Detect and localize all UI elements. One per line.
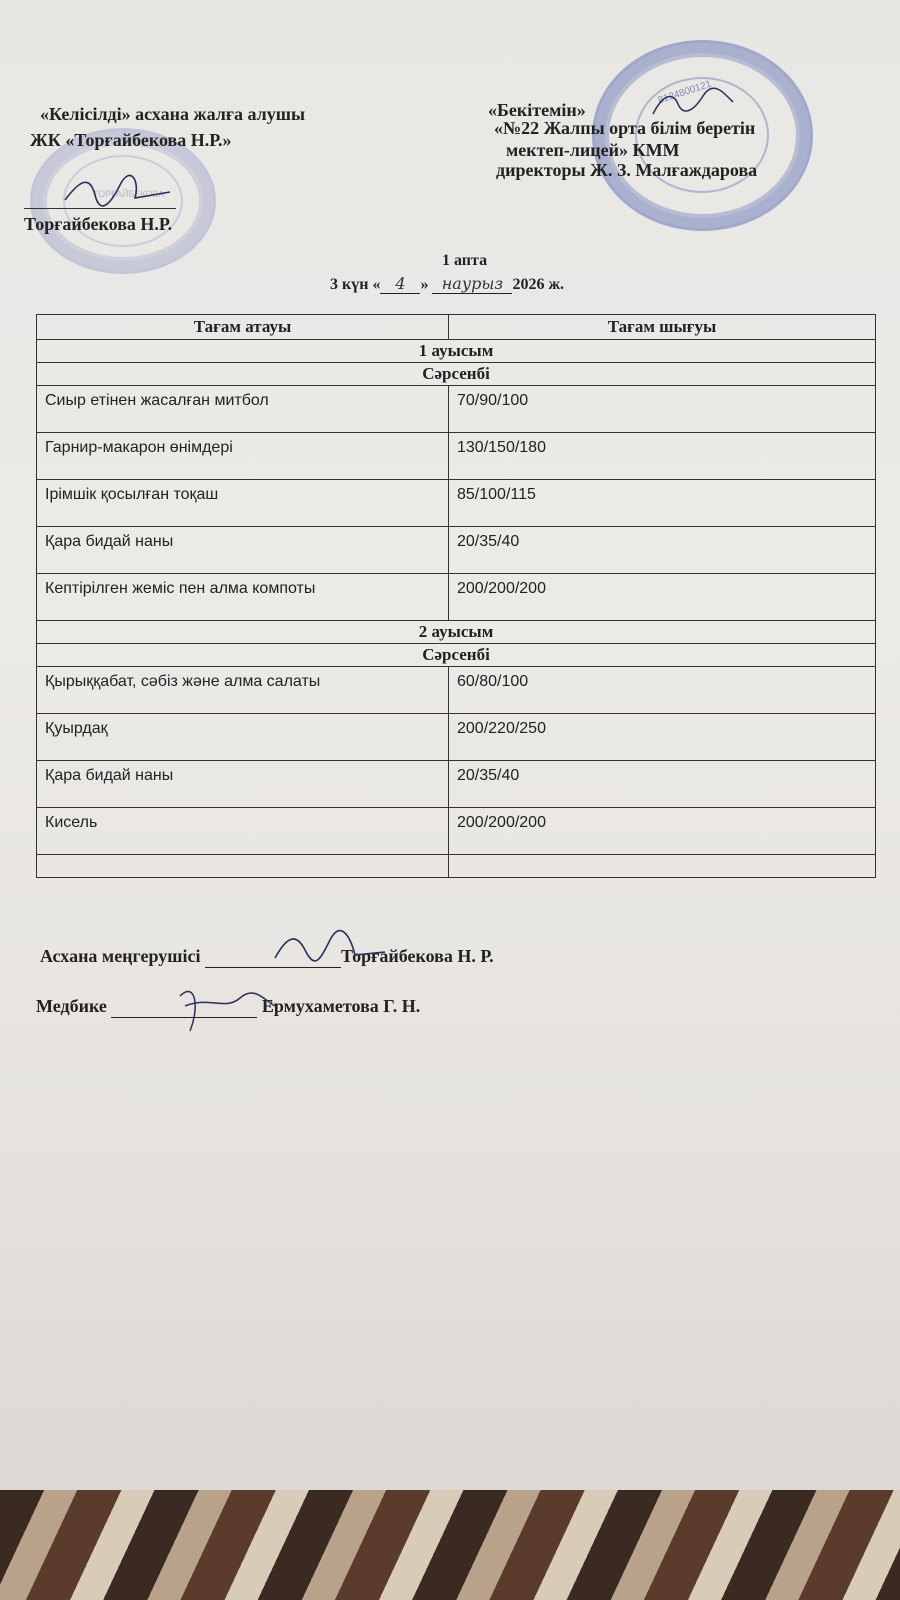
- table-row: [37, 527, 876, 574]
- dish-output: 200/220/250: [449, 714, 876, 761]
- col-output-header: Тағам шығуы: [449, 315, 876, 340]
- manager-name: Торғайбекова Н. Р.: [340, 946, 494, 966]
- approval-right-line1: «Бекітемін»: [488, 100, 586, 120]
- right-signature: [648, 84, 738, 124]
- nurse-signature: [170, 976, 280, 1036]
- dish-name: Қара бидай наны: [37, 527, 449, 574]
- manager-signature: [270, 920, 390, 970]
- dish-name: Сиыр етінен жасалған митбол: [37, 386, 449, 433]
- approval-left-line1: «Келісілді» асхана жалға алушы: [40, 104, 306, 124]
- nurse-name: Ермухаметова Г. Н.: [261, 996, 421, 1016]
- dish-name: Ірімшік қосылған тоқаш: [37, 480, 449, 527]
- left-signer-name: Торғайбекова Н.Р.: [24, 214, 173, 234]
- dish-output: 85/100/115: [449, 480, 876, 527]
- table-row-empty: [37, 855, 876, 878]
- table-row: [37, 433, 876, 480]
- dish-name: Гарнир-макарон өнімдері: [37, 433, 449, 480]
- dish-output: 20/35/40: [449, 761, 876, 808]
- table-row: [37, 574, 876, 621]
- dish-name: Қырыққабат, сәбіз және алма салаты: [37, 667, 449, 714]
- approval-right-line4: директоры Ж. З. Малғаждарова: [496, 160, 758, 180]
- dish-output: 60/80/100: [449, 667, 876, 714]
- table-row: [37, 714, 876, 761]
- table-row: [37, 808, 876, 855]
- dish-output: 70/90/100: [449, 386, 876, 433]
- table-row: [37, 480, 876, 527]
- date-day: 4: [380, 274, 420, 294]
- week-label: 1 апта: [442, 252, 488, 269]
- table-header-row: [37, 315, 876, 340]
- approval-right-line2: «№22 Жалпы орта білім беретін: [494, 118, 756, 138]
- manager-line: [40, 946, 494, 968]
- dish-name: Кептірілген жеміс пен алма компоты: [37, 574, 449, 621]
- col-name-header: Тағам атауы: [37, 315, 449, 340]
- menu-table: [36, 314, 876, 878]
- date-mid: »: [420, 276, 429, 293]
- date-month: наурыз: [432, 274, 512, 294]
- background-floor: [0, 1490, 900, 1600]
- dish-output: 200/200/200: [449, 808, 876, 855]
- left-stamp-text: ТОРҒАЙБЕКОВА: [93, 189, 165, 199]
- shift2-label: 2 ауысым: [37, 621, 876, 644]
- dish-name: Қуырдақ: [37, 714, 449, 761]
- date-year: 2026 ж.: [512, 276, 565, 293]
- shift2-day: Сәрсенбі: [37, 644, 876, 667]
- dish-output: 130/150/180: [449, 433, 876, 480]
- dish-output: 20/35/40: [449, 527, 876, 574]
- right-stamp-number: 8124800121: [656, 78, 713, 107]
- dish-name: Кисель: [37, 808, 449, 855]
- table-row: [37, 386, 876, 433]
- dish-name: Қара бидай наны: [37, 761, 449, 808]
- table-row: [37, 667, 876, 714]
- approval-right-line3: мектеп-лицей» КММ: [506, 140, 680, 160]
- dish-output: 200/200/200: [449, 574, 876, 621]
- manager-label: Асхана меңгерушісі: [40, 946, 201, 966]
- table-row: [37, 761, 876, 808]
- approval-left-line2: ЖК «Торғайбекова Н.Р.»: [30, 130, 232, 150]
- date-prefix: 3 күн «: [330, 276, 381, 293]
- nurse-label: Медбике: [36, 996, 107, 1016]
- shift1-day: Сәрсенбі: [37, 363, 876, 386]
- date-line: [330, 274, 564, 294]
- left-signature: [60, 170, 180, 215]
- shift1-label: 1 ауысым: [37, 340, 876, 363]
